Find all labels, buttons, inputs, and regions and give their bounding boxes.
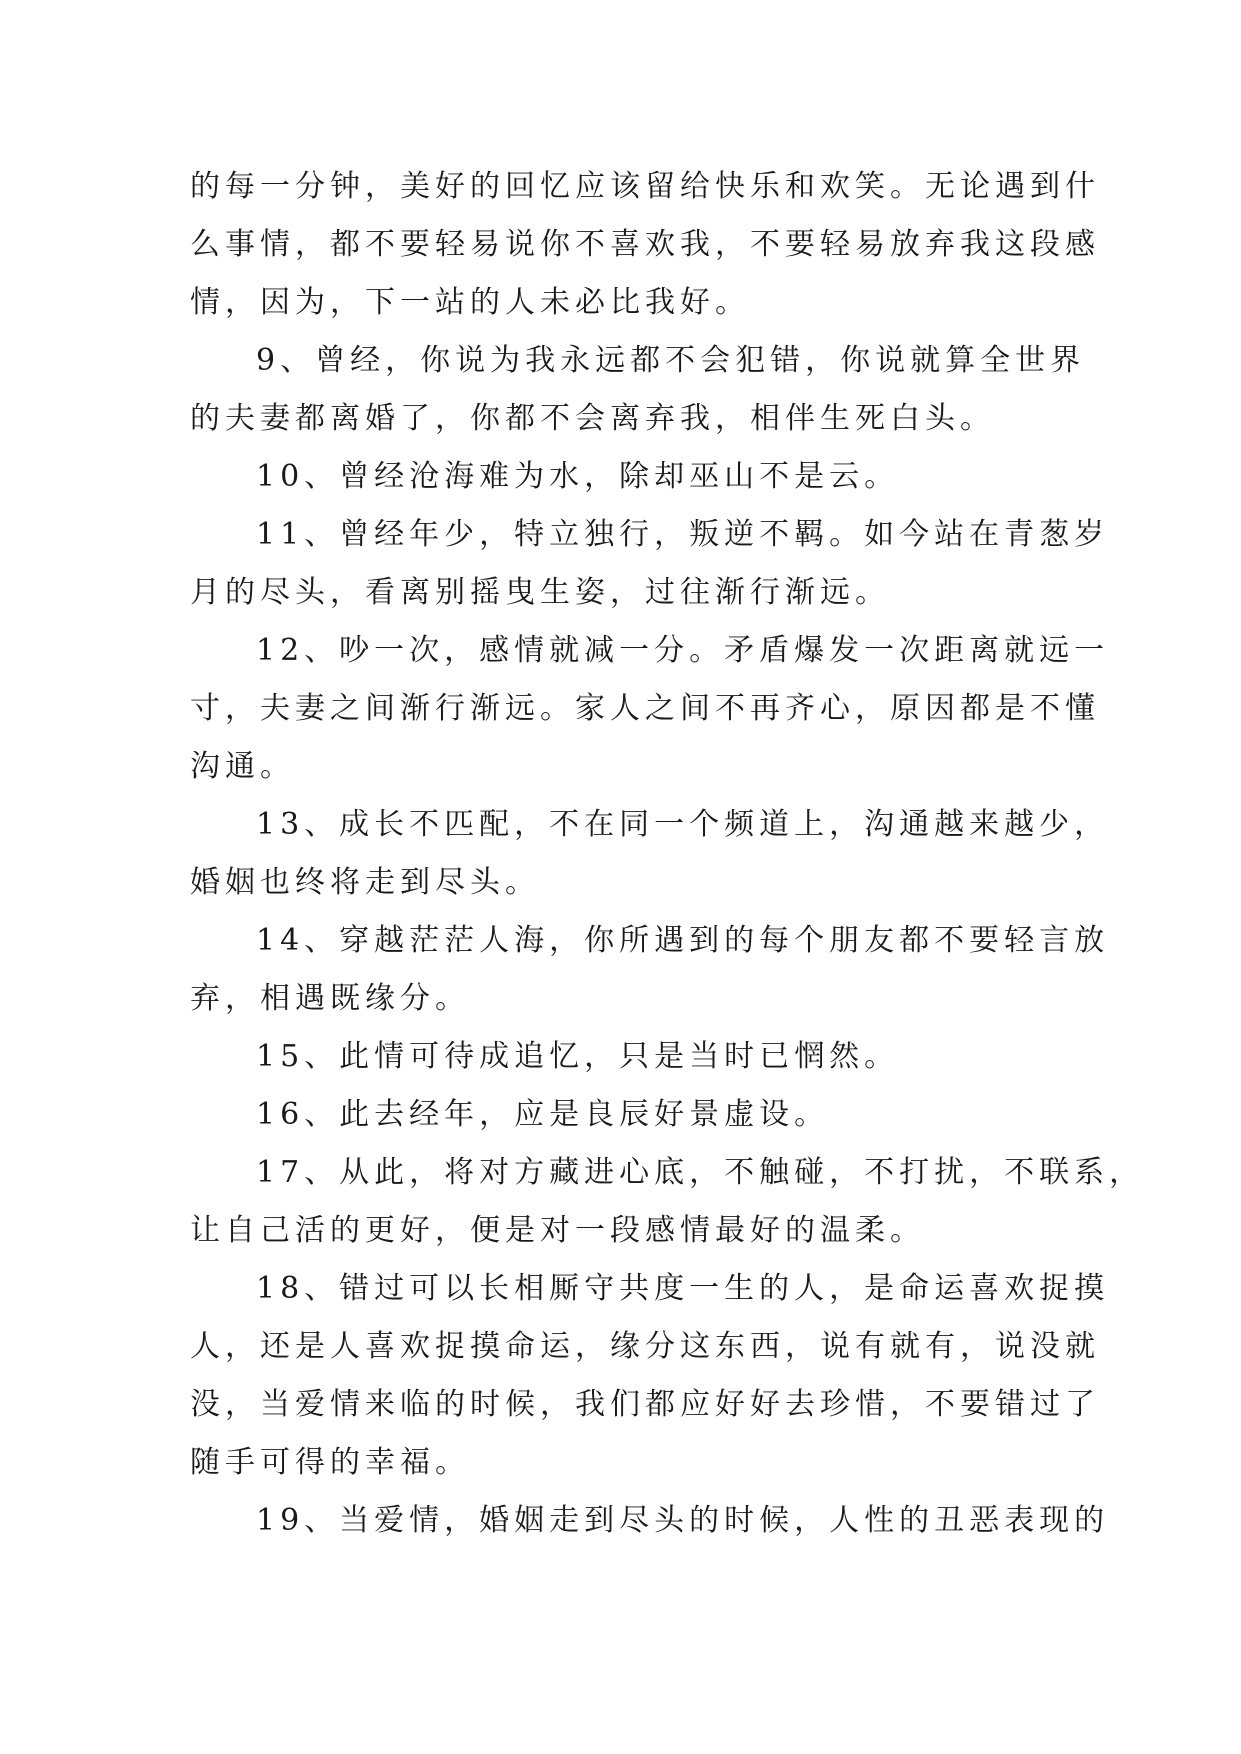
text-line: 15、此情可待成追忆，只是当时已惘然。 <box>256 1039 900 1074</box>
document-body <box>190 158 1145 1550</box>
text-line: 19、当爱情，婚姻走到尽头的时候，人性的丑恶表现的 <box>256 1503 1110 1538</box>
text-line: 9、曾经，你说为我永远都不会犯错，你说就算全世界 <box>256 343 1086 378</box>
text-line: 沟通。 <box>190 749 295 784</box>
text-line: 11、曾经年少，特立独行，叛逆不羁。如今站在青葱岁 <box>256 517 1110 552</box>
paragraph-item-14 <box>190 912 1110 1028</box>
text-line: 么事情，都不要轻易说你不喜欢我，不要轻易放弃我这段感 <box>190 227 1100 262</box>
text-line: 的夫妻都离婚了，你都不会离弃我，相伴生死白头。 <box>190 401 995 436</box>
text-line: 13、成长不匹配，不在同一个频道上，沟通越来越少， <box>256 807 1110 842</box>
text-line: 16、此去经年，应是良辰好景虚设。 <box>256 1097 830 1132</box>
text-line: 12、吵一次，感情就减一分。矛盾爆发一次距离就远一 <box>256 633 1110 668</box>
text-line: 没，当爱情来临的时候，我们都应好好去珍惜，不要错过了 <box>190 1387 1100 1422</box>
paragraph-item-13 <box>190 796 1110 912</box>
paragraph-item-15 <box>190 1028 1050 1086</box>
text-line: 情，因为，下一站的人未必比我好。 <box>190 285 750 320</box>
paragraph-item-19 <box>190 1492 1110 1550</box>
text-line: 的每一分钟，美好的回忆应该留给快乐和欢笑。无论遇到什 <box>190 169 1100 204</box>
text-line: 随手可得的幸福。 <box>190 1445 470 1480</box>
text-line: 月的尽头，看离别摇曳生姿，过往渐行渐远。 <box>190 575 890 610</box>
paragraph-continuation <box>190 158 1100 332</box>
paragraph-item-16 <box>190 1086 1050 1144</box>
paragraph-item-18 <box>190 1260 1110 1492</box>
paragraph-item-12 <box>190 622 1110 796</box>
text-line: 18、错过可以长相厮守共度一生的人，是命运喜欢捉摸 <box>256 1271 1110 1306</box>
text-line: 让自己活的更好，便是对一段感情最好的温柔。 <box>190 1213 925 1248</box>
text-line: 10、曾经沧海难为水，除却巫山不是云。 <box>256 459 900 494</box>
text-line: 人，还是人喜欢捉摸命运，缘分这东西，说有就有，说没就 <box>190 1329 1100 1364</box>
text-line: 弃，相遇既缘分。 <box>190 981 470 1016</box>
paragraph-item-10 <box>190 448 1050 506</box>
text-line: 寸，夫妻之间渐行渐远。家人之间不再齐心，原因都是不懂 <box>190 691 1100 726</box>
text-line: 婚姻也终将走到尽头。 <box>190 865 540 900</box>
text-line: 17、从此，将对方藏进心底，不触碰，不打扰，不联系， <box>256 1155 1145 1190</box>
paragraph-item-11 <box>190 506 1110 622</box>
paragraph-item-9 <box>190 332 1086 448</box>
text-line: 14、穿越茫茫人海，你所遇到的每个朋友都不要轻言放 <box>256 923 1110 958</box>
paragraph-item-17 <box>190 1144 1145 1260</box>
